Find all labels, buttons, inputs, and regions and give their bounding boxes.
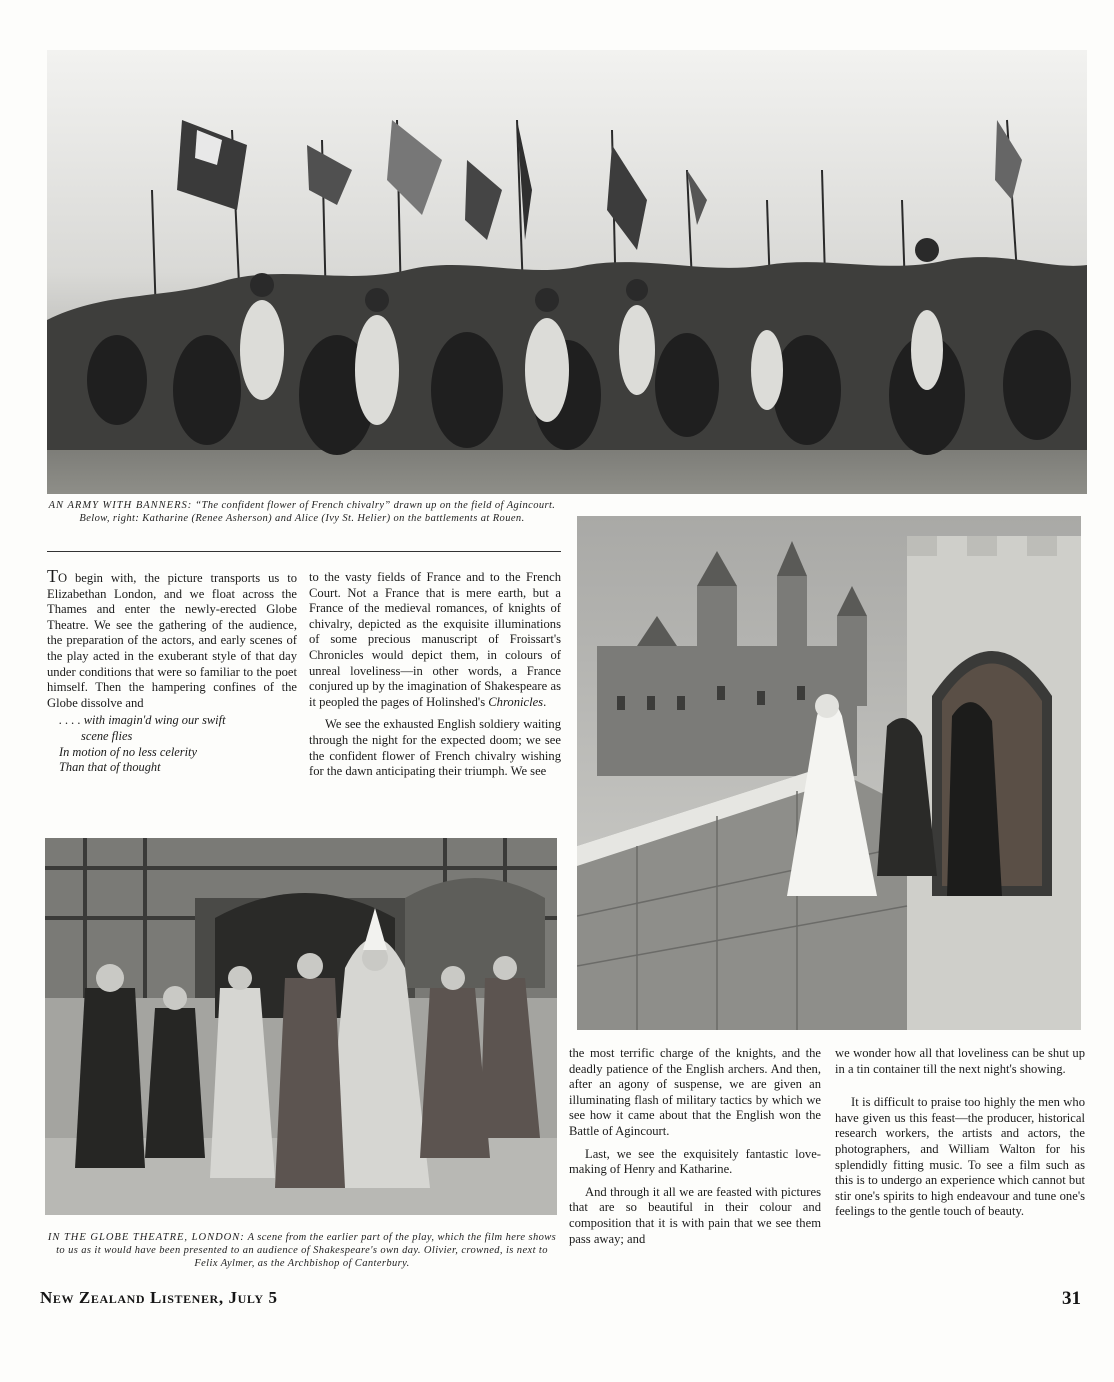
battlements-at-rouen-photo bbox=[577, 516, 1081, 1030]
verse-quote: . . . . with imagin'd wing our swift scene flies In motion of no less celerity Than that of thought bbox=[59, 713, 226, 775]
article-column-2: to the vasty fields of France and to the French Court. Not a France that is mere earth, but a France of the medieval romances, of knights of chivalry, depicted as the exquisite illuminations of some precious manuscript of Froissart's Chronicles would depict them, in colours of unreal loveliness—in other words, a France conjured up by the imagination of Shakespeare as it peopled the pages of Holinshed's Chronicles. We see the exhausted English soldiery waiting through the night for the expected doom; we see the confident flower of French chivalry wishing for the dawn anticipating their triumph. We see bbox=[309, 570, 561, 779]
col1-paragraph: O begin with, the picture transports us to Elizabethan London, and we float across the Thames and enter the newly-erected Globe Theatre. We see the gathering of the audience, the preparation of the actors, and early scenes of the play acted in the exuberant style of that day under conditions that were so familiar to the poet himself. Then the hampering confines of the Globe dissolve and bbox=[47, 571, 297, 710]
article-column-1 bbox=[47, 566, 297, 776]
army-with-banners-photo bbox=[47, 50, 1087, 494]
army-caption: AN ARMY WITH BANNERS: “The confident flower of French chivalry” drawn up on the field of Agincourt. Below, right: Katharine (Renee Asherson) and Alice (Ivy St. Helier) on the battlements at Rouen. bbox=[48, 500, 556, 524]
caption-rule bbox=[47, 551, 561, 552]
col2-paragraph-2: We see the exhausted English soldiery waiting through the night for the expected doom; we see the confident flower of French chivalry wishing for the dawn anticipating their triumph. We see bbox=[309, 717, 561, 779]
globe-caption: IN THE GLOBE THEATRE, LONDON: A scene from the earlier part of the play, which the film here shows to us as it would have been presented to an audience of Shakespeare's own day. Olivier, crowned, is next to Felix Aylmer, as the Archbishop of Canterbury. bbox=[47, 1232, 557, 1269]
drop-cap: T bbox=[47, 566, 58, 586]
article-column-4: we wonder how all that loveliness can be shut up in a tin container till the next night's showing. It is difficult to praise too highly the men who have given us this feast—the producer, historical research workers, the artists and actors, the photographers, and William Walton for his splendidly fitting music. To see a film such as this is to undergo an experience which cannot but stir one's spirits to high endeavour and tune one's feelings to the gentle touch of beauty. bbox=[835, 1046, 1085, 1219]
publication-footer: New Zealand Listener, July 5 bbox=[40, 1288, 278, 1307]
page-number: 31 bbox=[1062, 1288, 1081, 1309]
globe-theatre-photo bbox=[45, 838, 557, 1215]
article-column-3: the most terrific charge of the knights, and the deadly patience of the English archers. And then, after an agony of suspense, we are given an illuminating flash of military tactics by which we see how it came about that the English won the Battle of Agincourt. Last, we see the exquisitely fantastic love-making of Henry and Katharine. And through it all we are feasted with pictures that are so beautiful in their colour and composition that it is with pain that we see them pass away; and bbox=[569, 1046, 821, 1246]
